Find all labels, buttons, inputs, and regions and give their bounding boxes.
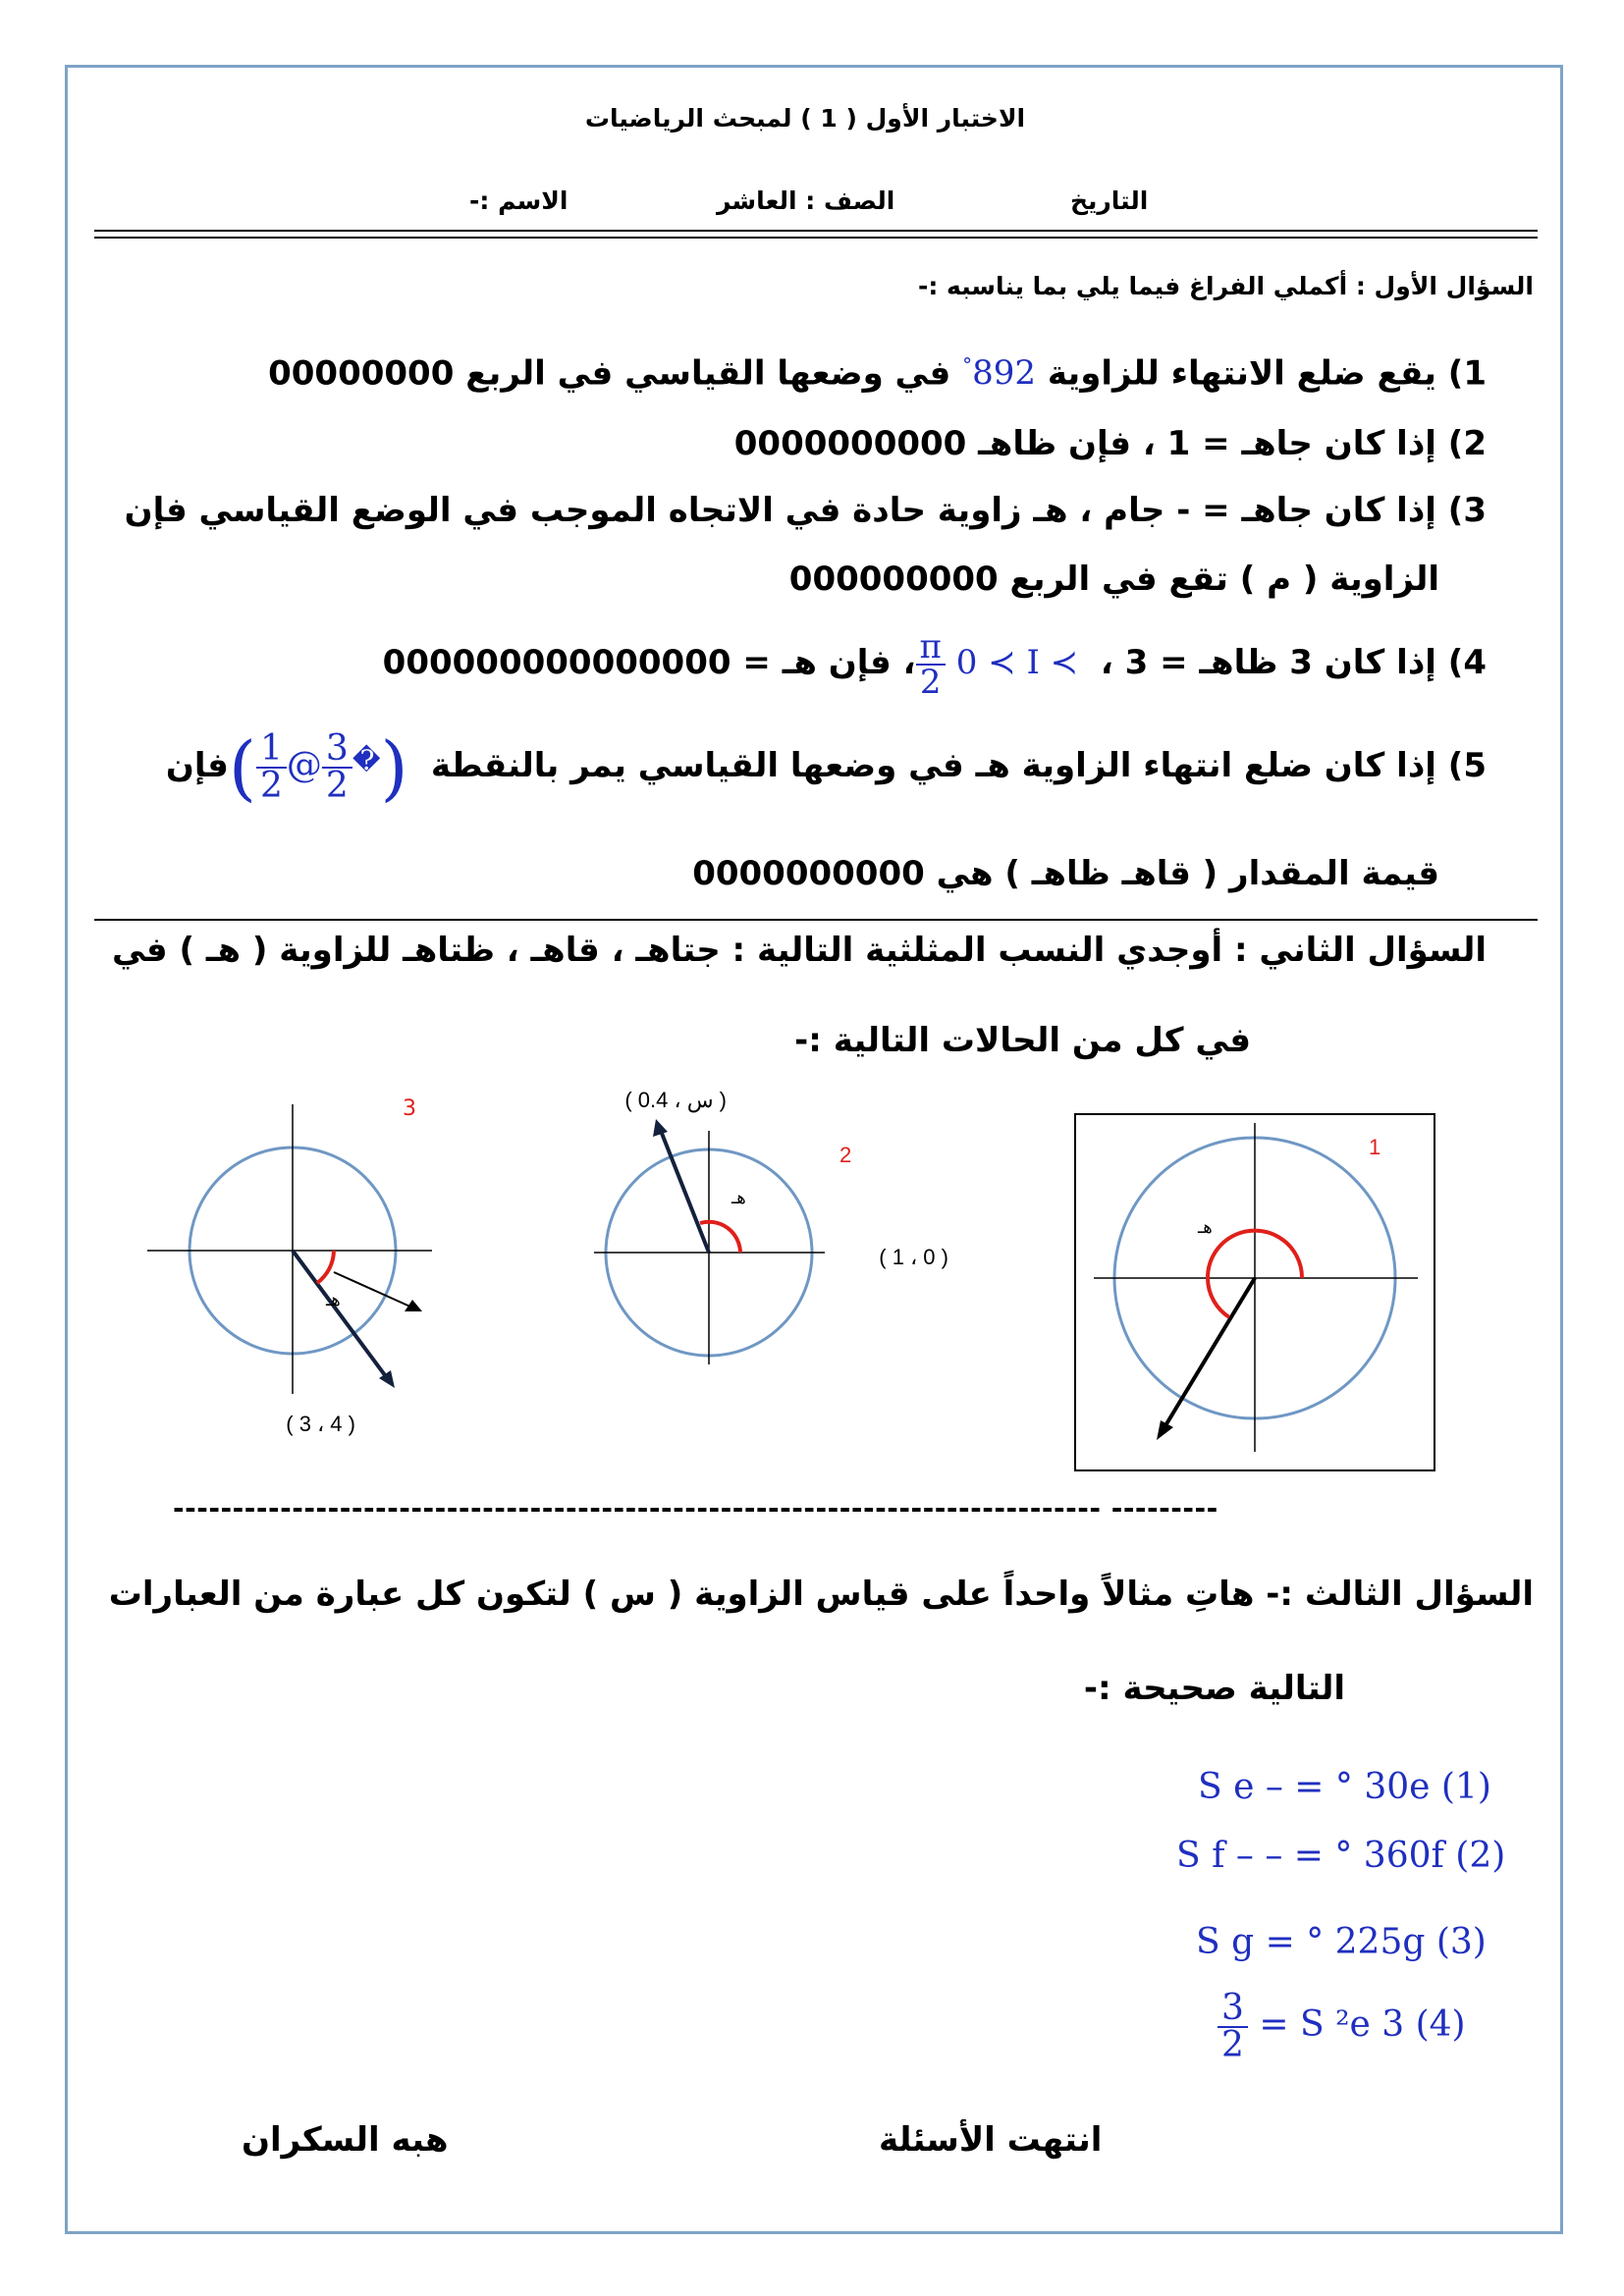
item-text: إذا كان جاهـ = - جام ، هـ زاوية حادة في الاتجاه الموجب في الوضع القياسي فإن (124, 491, 1436, 530)
item-number: 3) (1447, 491, 1487, 530)
arrowhead (1157, 1420, 1173, 1440)
equation-text: = S ²e 3 (4) (1259, 2004, 1466, 2045)
point-separator: @ (286, 745, 322, 785)
name-label: الاسم :- (469, 187, 568, 215)
header-rule-1 (94, 230, 1538, 232)
degree-symbol: ° (962, 353, 973, 377)
fraction-numerator: 1 (256, 731, 287, 769)
q1-item-1 (268, 353, 1487, 393)
q3-line1: السؤال الثالث :- هاتِ مثالاً واحداً على قياس الزاوية ( س ) لتكون كل عبارة من العبارات (108, 1575, 1534, 1614)
dashed-separator: ------------------------------------------------------------------------------ --------- (173, 1492, 1218, 1524)
item-text: في وضعها القياسي في الربع 00000000 (268, 353, 951, 394)
section-rule (94, 919, 1538, 921)
figure-number: 2 (839, 1143, 852, 1167)
q1-item-5 (165, 726, 1487, 809)
figure-3 (137, 1080, 452, 1453)
end-of-questions: انتهت الأسئلة (879, 2120, 1103, 2160)
q1-item-4 (382, 627, 1487, 702)
point-right-label: ( 0 ، 1 ) (879, 1245, 948, 1269)
figure-number: 1 (1369, 1135, 1381, 1159)
equation-1: S e – = ° 30e (1) (1198, 1767, 1491, 1807)
missing-glyph: � (352, 744, 381, 776)
fraction-denominator: 2 (919, 663, 942, 702)
fraction-denominator: 2 (260, 766, 283, 806)
fraction-denominator: 2 (1221, 2025, 1244, 2065)
inequality: 0 ≺ I ≺ (955, 643, 1079, 682)
pointer-arrow (334, 1272, 412, 1308)
item-text: ، فإن هـ = 000000000000000 (382, 643, 916, 682)
point-label: ( 4 ، 3 ) (286, 1412, 355, 1436)
item-number: 5) (1447, 746, 1487, 785)
item-text: إذا كان 3 ظاهـ = 3 ، (1100, 643, 1436, 682)
date-label: التاريخ (1070, 187, 1149, 215)
figure-2 (491, 1080, 1001, 1394)
q2-line2: في كل من الحالات التالية :- (794, 1021, 1251, 1060)
item-number: 4) (1447, 643, 1487, 682)
equation-4 (1218, 1988, 1466, 2065)
arrowhead (653, 1119, 668, 1137)
header-rule-2 (94, 237, 1538, 239)
q2-line1: السؤال الثاني : أوجدي النسب المثلثية التالية : جتاهـ ، قاهـ ، ظتاهـ للزاوية ( هـ ) في (112, 931, 1487, 970)
exam-title: الاختبار الأول ( 1 ) لمبحث الرياضيات (584, 104, 1026, 133)
point-top-label: ( س ، 0.4 ) (624, 1088, 727, 1112)
angle-label: هـ (731, 1188, 746, 1208)
q1-item-5-line2: قيمة المقدار ( قاهـ ظاهـ ) هي 0000000000 (692, 854, 1439, 893)
equation-2: S f – – = ° 360f (2) (1176, 1836, 1506, 1876)
q3-line2: التالية صحيحة :- (1083, 1669, 1345, 1708)
q1-item-3 (125, 491, 1487, 530)
figure-number: 3 (403, 1096, 416, 1121)
item-text: فإن (165, 746, 229, 785)
point-expression: ( $\frac{1}{2}$ @ $\frac{3}{2}$ �) (228, 726, 408, 809)
q1-item-2 (734, 424, 1487, 463)
q1-item-3-line2: الزاوية ( م ) تقع في الربع 000000000 (788, 560, 1439, 599)
figure-1 (1074, 1113, 1437, 1476)
fraction-denominator: 2 (325, 766, 349, 806)
equation-3: S g = ° 225g (3) (1196, 1922, 1487, 1962)
item-text: يقع ضلع الانتهاء للزاوية (1047, 353, 1436, 394)
item-text: إذا كان ضلع انتهاء الزاوية هـ في وضعها القياسي يمر بالنقطة (430, 746, 1436, 785)
angle-value: 892 (972, 353, 1036, 394)
pi-symbol: π (916, 630, 946, 666)
q1-heading: السؤال الأول : أكملي الفراغ فيما يلي بما يناسبه :- (917, 272, 1534, 300)
fraction-numerator: 3 (322, 731, 352, 769)
fraction-numerator: 3 (1218, 1991, 1248, 2028)
item-number: 1) (1447, 353, 1487, 394)
item-number: 2) (1447, 424, 1487, 463)
angle-label: هـ (1198, 1217, 1213, 1238)
class-label: الصف : العاشر (717, 187, 895, 215)
angle-arc (317, 1251, 334, 1283)
author-name: هبه السكران (242, 2120, 449, 2160)
item-text: إذا كان جاهـ = 1 ، فإن ظاهـ 0000000000 (733, 424, 1436, 463)
angle-label: هـ (326, 1290, 341, 1310)
terminal-side (1164, 1278, 1255, 1427)
